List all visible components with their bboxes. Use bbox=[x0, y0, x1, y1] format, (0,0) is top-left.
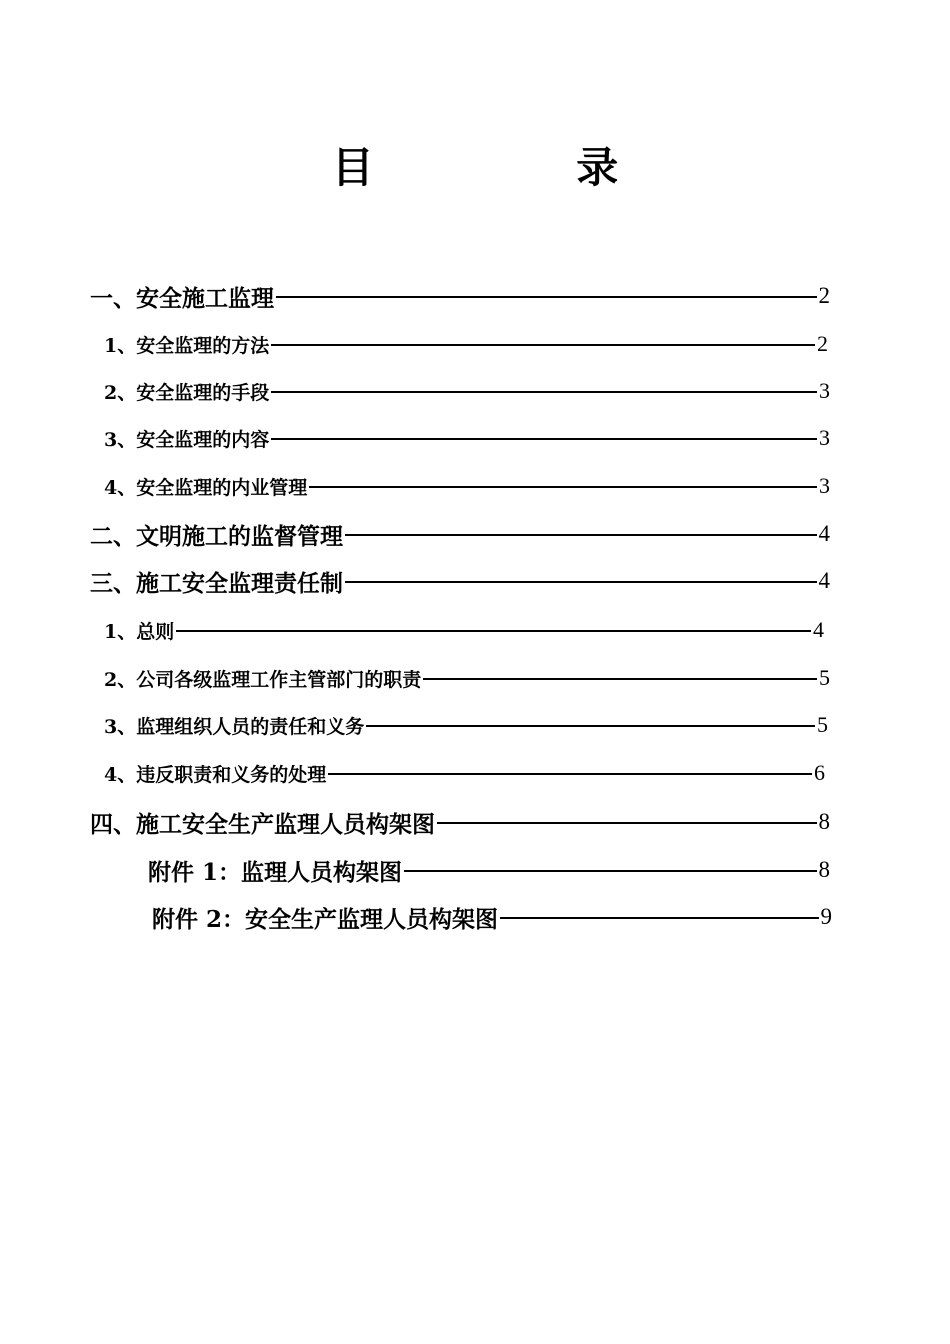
toc-leader bbox=[328, 773, 812, 775]
toc-entry[interactable] bbox=[104, 424, 830, 452]
toc-entry-label: 四、施工安全生产监理人员构架图 bbox=[90, 810, 435, 838]
toc-entry[interactable] bbox=[104, 759, 825, 787]
toc-page-number: 2 bbox=[817, 331, 828, 356]
toc-page-number: 5 bbox=[817, 712, 828, 737]
toc-page-number: 3 bbox=[819, 473, 830, 498]
toc-entry-label: 三、施工安全监理责任制 bbox=[90, 569, 343, 597]
toc-entry-label: 二、文明施工的监督管理 bbox=[90, 522, 343, 550]
toc-entry-label: 2、公司各级监理工作主管部门的职责 bbox=[104, 668, 422, 691]
toc-entry[interactable] bbox=[104, 664, 830, 692]
toc-entry[interactable] bbox=[104, 616, 824, 644]
toc-leader bbox=[271, 344, 815, 346]
toc-leader bbox=[176, 630, 811, 632]
toc-entry[interactable] bbox=[104, 377, 830, 405]
page-title: 目 录 bbox=[331, 143, 713, 192]
toc-leader bbox=[309, 486, 817, 488]
toc-page-number: 4 bbox=[818, 568, 830, 593]
toc-entry-label: 附件 1：监理人员构架图 bbox=[148, 858, 403, 886]
toc-leader bbox=[271, 391, 817, 393]
toc-entry-label: 2、安全监理的手段 bbox=[104, 381, 270, 404]
toc-page-number: 2 bbox=[818, 283, 830, 308]
toc-entry[interactable] bbox=[152, 901, 832, 933]
toc-entry-label: 附件 2：安全生产监理人员构架图 bbox=[152, 905, 499, 933]
toc-entry-label: 1、安全监理的方法 bbox=[104, 334, 270, 357]
toc-page-number: 4 bbox=[813, 617, 824, 642]
toc-entry-label: 4、安全监理的内业管理 bbox=[104, 476, 308, 499]
toc-page-number: 3 bbox=[819, 425, 830, 450]
toc-entry-label: 4、违反职责和义务的处理 bbox=[104, 763, 327, 786]
toc-page-number: 9 bbox=[820, 904, 832, 929]
toc-entry[interactable] bbox=[90, 518, 830, 550]
toc-leader bbox=[276, 296, 817, 298]
toc-page-number: 8 bbox=[818, 857, 830, 882]
toc-page-number: 3 bbox=[819, 378, 830, 403]
toc-leader bbox=[404, 870, 816, 872]
toc-leader bbox=[366, 725, 815, 727]
toc-page-number: 5 bbox=[819, 665, 830, 690]
toc-page-number: 8 bbox=[818, 809, 830, 834]
toc-entry-label: 1、总则 bbox=[104, 620, 175, 643]
toc-leader bbox=[500, 917, 818, 919]
toc-entry-label: 3、安全监理的内容 bbox=[104, 428, 270, 451]
toc-page-number: 4 bbox=[818, 521, 830, 546]
toc-leader bbox=[271, 438, 817, 440]
toc-entry[interactable] bbox=[90, 565, 830, 597]
toc-leader bbox=[437, 822, 817, 824]
toc-entry[interactable] bbox=[104, 472, 830, 500]
toc-entry[interactable] bbox=[148, 854, 830, 886]
toc-leader bbox=[345, 534, 817, 536]
toc-entry[interactable] bbox=[104, 711, 828, 739]
toc-entry-label: 一、安全施工监理 bbox=[90, 284, 274, 312]
toc-entry[interactable] bbox=[90, 280, 830, 312]
toc-entry[interactable] bbox=[90, 806, 830, 838]
toc-page-number: 6 bbox=[814, 760, 825, 785]
toc-leader bbox=[345, 581, 817, 583]
toc-leader bbox=[423, 678, 817, 680]
toc-entry-label: 3、监理组织人员的责任和义务 bbox=[104, 715, 365, 738]
toc-entry[interactable] bbox=[104, 330, 828, 358]
